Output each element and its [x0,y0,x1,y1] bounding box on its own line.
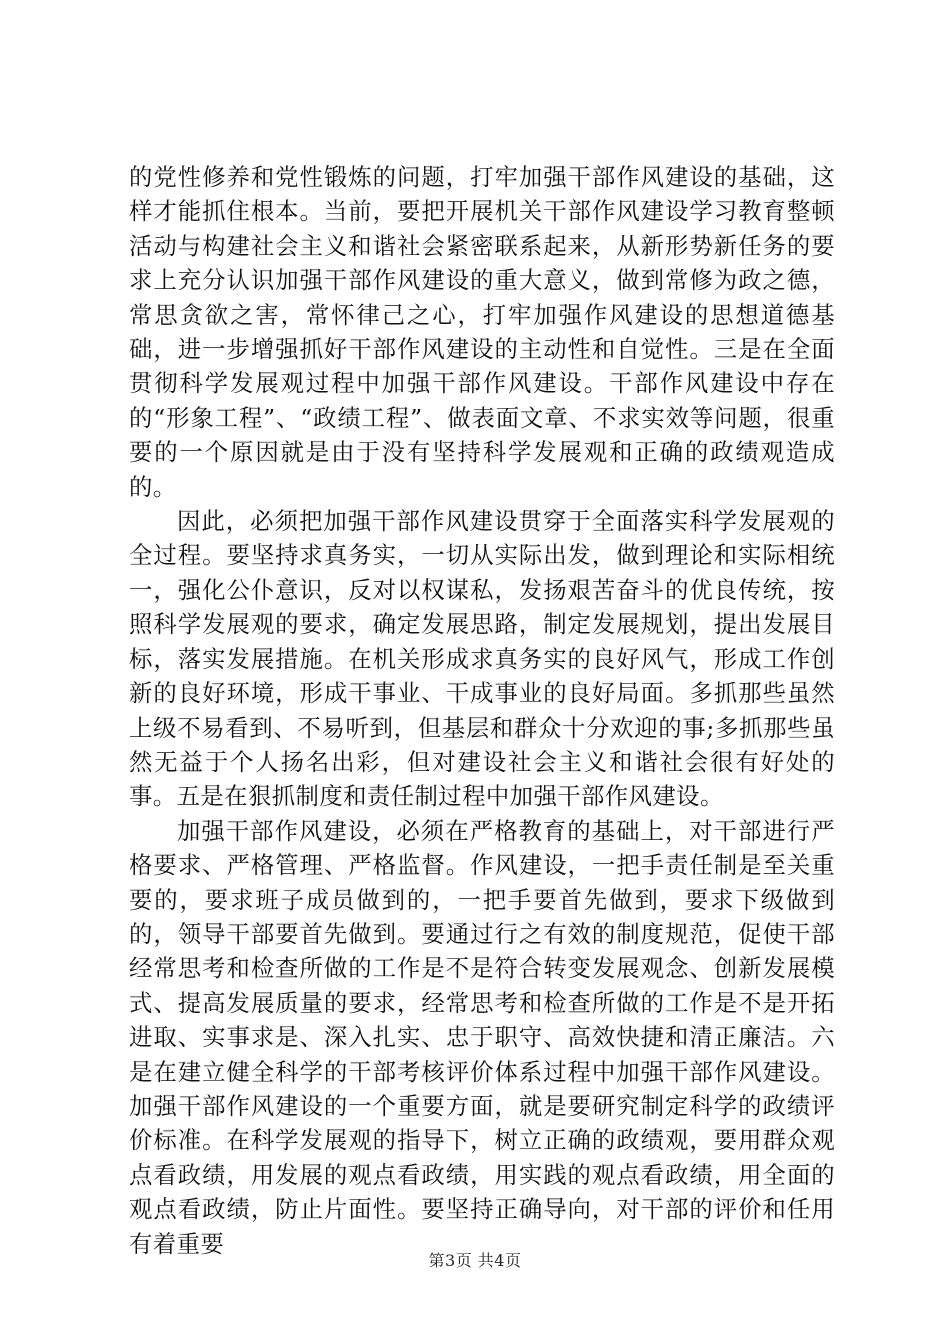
document-body [129,160,835,1261]
page-footer: 第3页 共4页 [428,1251,522,1270]
paragraph: 因此，必须把加强干部作风建设贯穿于全面落实科学发展观的全过程。要坚持求真务实，一切从实际出发，做到理论和实际相统一，强化公仆意识，反对以权谋私，发扬艰苦奋斗的优良传统，按照科学发展观的要求，确定发展思路，制定发展规划，提出发展目标，落实发展措施。在机关形成求真务实的良好风气，形成工作创新的良好环境，形成干事业、干成事业的良好局面。多抓那些虽然上级不易看到、不易听到，但基层和群众十分欢迎的事;多抓那些虽然无益于个人扬名出彩，但对建设社会主义和谐社会很有好处的事。五是在狠抓制度和责任制过程中加强干部作风建设。 [129,507,835,811]
paragraph-continued: 的党性修养和党性锻炼的问题，打牢加强干部作风建设的基础，这样才能抓住根本。当前，要把开展机关干部作风建设学习教育整顿活动与构建社会主义和谐社会紧密联系起来，从新形势新任务的要求上充分认识加强干部作风建设的重大意义，做到常修为政之德，常思贪欲之害，常怀律己之心，打牢加强作风建设的思想道德基础，进一步增强抓好干部作风建设的主动性和自觉性。三是在全面贯彻科学发展观过程中加强干部作风建设。干部作风建设中存在的“形象工程”、“政绩工程”、做表面文章、不求实效等问题，很重要的一个原因就是由于没有坚持科学发展观和正确的政绩观造成的。 [129,163,835,501]
paragraph: 加强干部作风建设，必须在严格教育的基础上，对干部进行严格要求、严格管理、严格监督。作风建设，一把手责任制是至关重要的，要求班子成员做到的，一把手要首先做到，要求下级做到的，领导干部要首先做到。要通过行之有效的制度规范，促使干部经常思考和检查所做的工作是不是符合转变发展观念、创新发展模式、提高发展质量的要求，经常思考和检查所做的工作是不是开拓进取、实事求是、深入扎实、忠于职守、高效快捷和清正廉洁。六是在建立健全科学的干部考核评价体系过程中加强干部作风建设。加强干部作风建设的一个重要方面，就是要研究制定科学的政绩评价标准。在科学发展观的指导下，树立正确的政绩观，要用群众观点看政绩，用发展的观点看政绩，用实践的观点看政绩，用全面的观点看政绩，防止片面性。要坚持正确导向，对干部的评价和任用有着重要 [129,816,835,1258]
